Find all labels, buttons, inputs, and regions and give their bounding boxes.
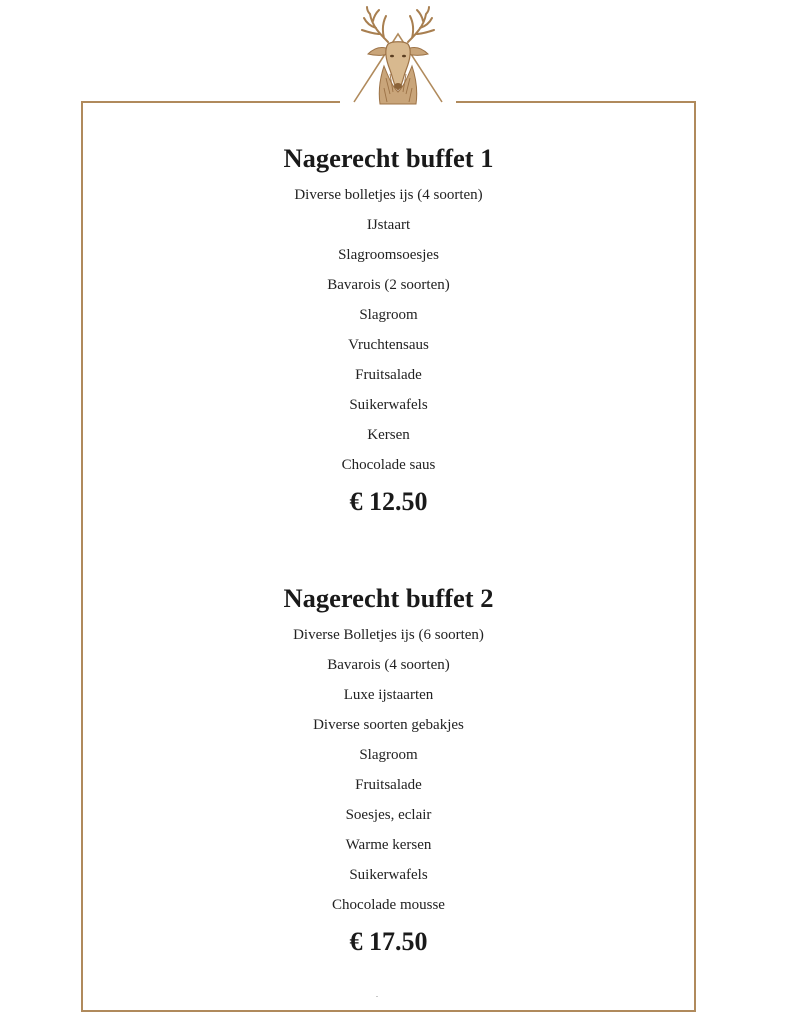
list-item: Bavarois (2 soorten) [327,277,450,293]
dessert-buffet-1 [81,140,696,520]
price: € 17.50 [349,927,428,956]
list-item: Warme kersen [345,837,432,853]
list-item: Slagroom [359,307,418,323]
list-item: Kersen [367,427,410,443]
item-list [81,620,696,920]
list-item: Slagroomsoesjes [338,247,439,263]
stag-head-icon [340,4,456,110]
list-item: Bavarois (4 soorten) [327,657,450,673]
list-item: Diverse Bolletjes ijs (6 soorten) [293,627,484,643]
price: € 12.50 [349,487,428,516]
list-item: Diverse soorten gebakjes [313,717,464,733]
dessert-buffet-2 [81,580,696,960]
list-item: Diverse bolletjes ijs (4 soorten) [294,187,483,203]
print-speck [376,996,378,997]
list-item: Chocolade saus [341,457,436,473]
list-item: IJstaart [366,217,411,233]
list-item: Suikerwafels [349,867,428,883]
section-title: Nagerecht buffet 2 [283,583,494,613]
list-item: Slagroom [359,747,418,763]
list-item: Chocolade mousse [332,897,445,913]
item-list [81,180,696,480]
list-item: Fruitsalade [355,777,422,793]
list-item: Fruitsalade [355,367,422,383]
list-item: Soesjes, eclair [345,807,432,823]
list-item: Luxe ijstaarten [343,687,434,703]
list-item: Vruchtensaus [348,337,429,353]
section-title: Nagerecht buffet 1 [283,143,494,173]
list-item: Suikerwafels [349,397,428,413]
